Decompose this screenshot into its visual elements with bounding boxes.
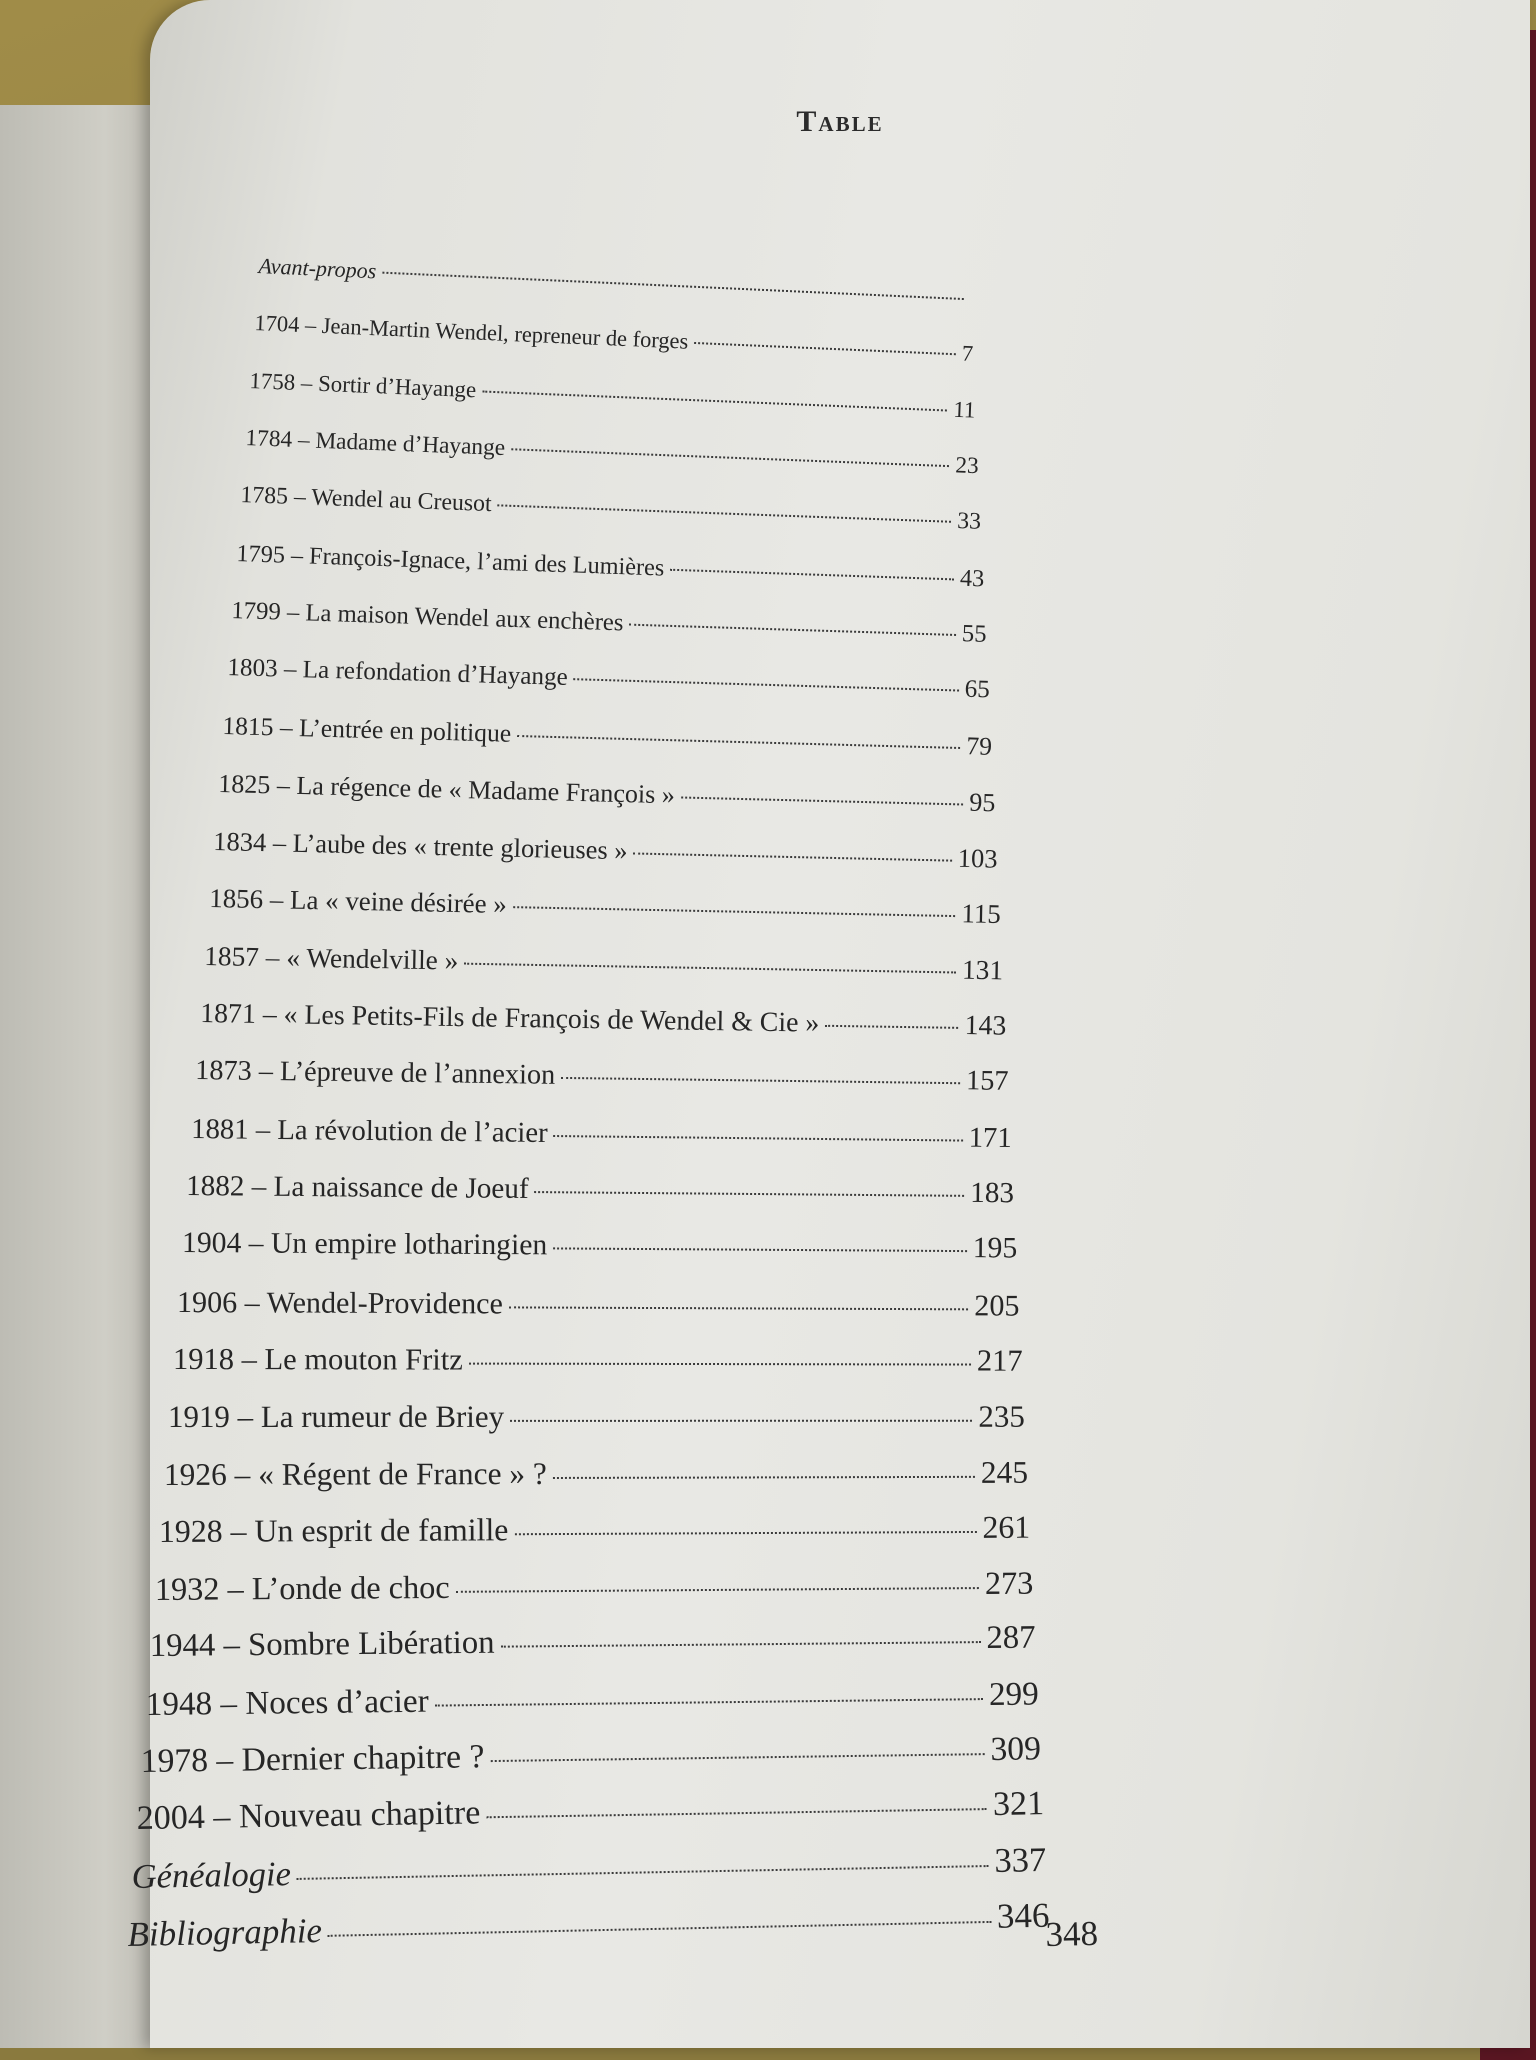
toc-dot-leader [670,568,954,580]
book-page [127,0,1530,2048]
toc-entry-title: 1856 – La « veine désirée » [208,883,507,920]
toc-dot-leader [465,962,957,973]
toc-entry-title: Bibliographie [127,1910,323,1955]
toc-entry [159,1510,1030,1550]
toc-entry-page-number: 23 [954,452,979,480]
toc-entry-page-number: 245 [980,1454,1028,1490]
toc-dot-leader [535,1191,965,1197]
toc-entry [231,597,987,649]
toc-entry-page-number: 205 [974,1287,1020,1323]
toc-dot-leader [297,1865,989,1880]
toc-entry-title: Avant-propos [258,253,377,284]
toc-dot-leader [515,1531,977,1535]
toc-entry-page-number: 337 [994,1840,1048,1880]
toc-entry-page-number: 33 [956,508,982,536]
toc-dot-leader [694,342,956,355]
toc-entry [182,1227,1017,1265]
toc-entry-title: Généalogie [131,1854,292,1896]
toc-entry-title: 1882 – La naissance de Joeuf [186,1169,530,1205]
toc-entry-page-number: 287 [986,1620,1037,1657]
toc-dot-leader [825,1025,958,1029]
toc-dot-leader [553,1248,967,1253]
toc-dot-leader [553,1135,962,1142]
toc-entry [145,1675,1038,1724]
toc-dot-leader [680,796,963,805]
toc-dot-leader [482,390,947,411]
toc-entry-title: 1834 – L’aube des « trente glorieuses » [213,826,629,866]
toc-dot-leader [456,1587,979,1593]
toc-entry [195,1055,1009,1098]
toc-entry [240,482,981,536]
toc-dot-leader [553,1475,975,1478]
toc-entry-title: 1857 – « Wendelville » [204,940,459,976]
toc-entry [127,1896,1050,1955]
toc-entry-page-number: 65 [963,675,990,704]
page-title: Table [796,105,884,138]
toc-entry-page-number: 115 [960,898,1001,930]
toc-entry-title: 1906 – Wendel-Providence [177,1284,504,1320]
toc-entry-title: 1704 – Jean-Martin Wendel, repreneur de forges [253,310,689,354]
toc-entry-page-number: 171 [968,1121,1012,1154]
toc-dot-leader [328,1921,991,1937]
toc-entry [200,998,1007,1043]
toc-entry-page-number: 55 [961,620,988,648]
toc-entry-page-number: 103 [957,842,999,874]
toc-dot-leader [501,1642,981,1649]
toc-entry-title: 1873 – L’épreuve de l’annexion [195,1055,556,1092]
toc-dot-leader [511,448,949,467]
toc-entry-page-number: 79 [966,731,993,762]
toc-entry-page-number: 235 [978,1398,1026,1434]
toc-entry-title: 1978 – Dernier chapitre ? [140,1738,486,1781]
toc-dot-leader [491,1753,985,1762]
toc-entry-page-number: 183 [970,1176,1015,1210]
toc-entry [218,769,996,818]
toc-entry-page-number: 321 [992,1785,1045,1824]
toc-entry [177,1285,1019,1324]
toc-entry-title: 1881 – La révolution de l’acier [190,1112,548,1149]
toc-entry-title: 1825 – La régence de « Madame François » [217,768,675,810]
toc-dot-leader [517,735,960,749]
toc-entry [186,1170,1014,1210]
toc-entry-page-number: 346 [996,1895,1050,1936]
toc-entry [227,654,990,704]
toc-entry-page-number: 131 [961,954,1004,986]
toc-entry [258,253,970,311]
toc-entry [254,310,974,367]
toc-entry [209,883,1001,930]
toc-entry [132,1841,1047,1897]
toc-entry-page-number: 299 [988,1675,1039,1713]
toc-entry-page-number: 157 [966,1065,1009,1098]
toc-entry-title: 1948 – Noces d’acier [145,1682,429,1723]
toc-trailing-page-number: 348 [1045,1913,1099,1955]
toc-entry-title: 1785 – Wendel au Creusot [240,482,493,518]
toc-entry-title: 1799 – La maison Wendel aux enchères [231,596,624,637]
toc-entry [155,1565,1034,1608]
toc-dot-leader [509,1306,968,1310]
toc-entry-title: 1919 – La rumeur de Briey [168,1399,505,1435]
toc-entry [136,1786,1044,1839]
toc-entry [249,368,976,424]
toc-dot-leader [634,853,952,862]
toc-entry-title: 1944 – Sombre Libération [150,1625,496,1665]
toc-entry [173,1342,1023,1379]
toc-entry [213,826,998,875]
toc-dot-leader [382,272,964,300]
toc-entry [245,425,979,480]
toc-entry-title: 2004 – Nouveau chapitre [136,1794,481,1838]
toc-entry [150,1620,1036,1665]
toc-entry-page-number: 95 [968,787,996,818]
toc-entry-page-number: 43 [959,564,985,592]
toc-entry-page-number: 309 [990,1730,1042,1769]
toc-dot-leader [435,1698,983,1706]
toc-entry [222,711,992,762]
toc-dot-leader [510,1420,972,1422]
toc-entry-page-number: 11 [952,396,976,423]
toc-entry-title: 1926 – « Régent de France » ? [163,1455,547,1492]
toc-entry-page-number: 195 [972,1232,1018,1265]
table-of-contents [127,0,1530,2048]
toc-entry-page-number: 273 [984,1564,1034,1602]
toc-entry-title: 1928 – Un esprit de famille [159,1512,509,1549]
toc-entry-title: 1904 – Un empire lotharingien [181,1227,548,1262]
toc-entry-title: 1795 – François-Ignace, l’ami des Lumières [235,539,665,582]
toc-entry-title: 1784 – Madame d’Hayange [244,424,506,461]
toc-entry-page-number: 143 [964,1009,1007,1042]
toc-entry [141,1730,1042,1781]
toc-entry-page-number: 7 [960,340,974,367]
toc-entry [168,1399,1025,1435]
toc-entry [191,1113,1012,1155]
toc-entry [204,941,1003,986]
toc-dot-leader [486,1808,987,1818]
toc-entry-title: 1803 – La refondation d’Hayange [226,654,568,692]
toc-dot-leader [512,907,955,918]
toc-entry [236,540,985,593]
toc-dot-leader [561,1077,960,1084]
toc-entry-page-number: 261 [982,1509,1031,1545]
toc-entry-title: 1871 – « Les Petits-Fils de François de Wendel & Cie » [199,998,820,1039]
toc-entry-page-number: 217 [976,1343,1023,1378]
toc-entry-title: 1932 – L’onde de choc [154,1568,450,1608]
toc-dot-leader [629,623,955,635]
toc-dot-leader [498,505,952,523]
toc-entry-title: 1918 – Le mouton Fritz [172,1341,463,1377]
toc-dot-leader [573,678,958,691]
toc-entry-title: 1815 – L’entrée en politique [222,711,512,749]
toc-entry [164,1454,1028,1492]
toc-dot-leader [469,1362,971,1365]
toc-entry-title: 1758 – Sortir d’Hayange [249,367,477,402]
